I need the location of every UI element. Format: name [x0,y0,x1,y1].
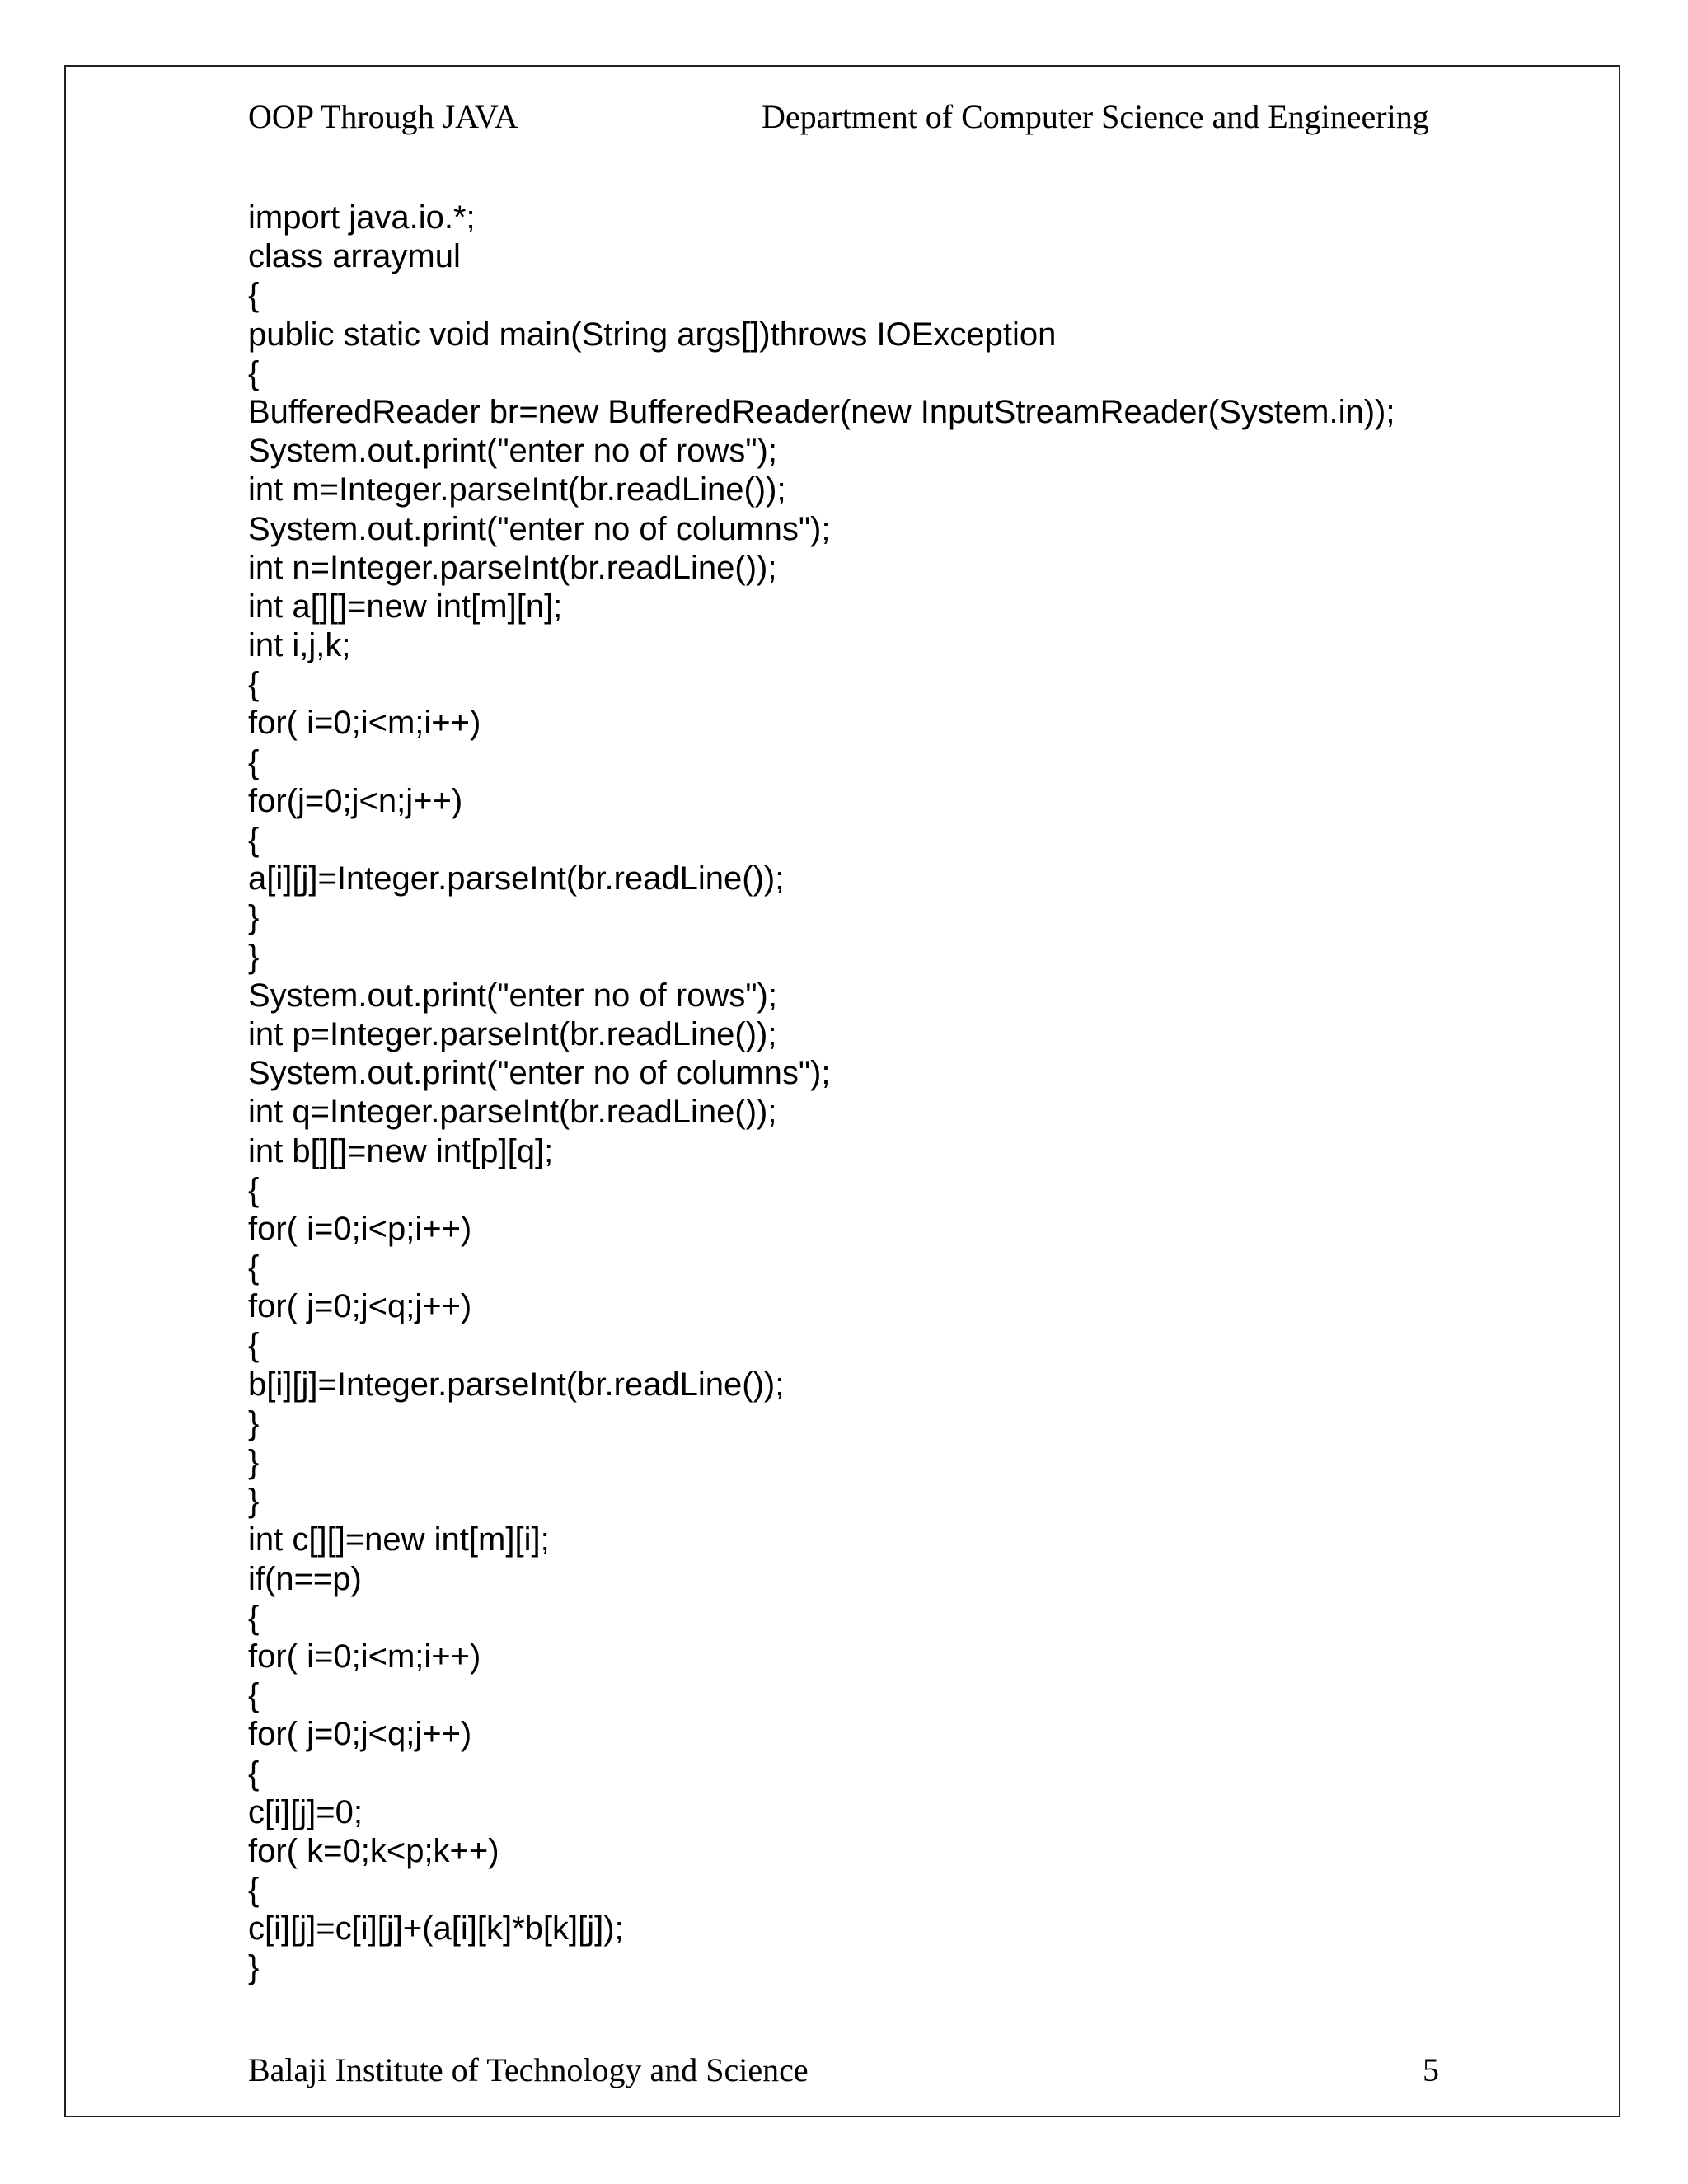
code-line: } [248,899,260,936]
code-line: for( k=0;k<p;k++) [248,1832,499,1869]
code-line: for( i=0;i<m;i++) [248,705,481,742]
code-line: { [248,666,260,703]
code-line: { [248,822,260,858]
code-line: System.out.print("enter no of columns"); [248,510,831,547]
code-line: } [248,1404,260,1441]
code-line: { [248,1249,260,1286]
code-line: if(n==p) [248,1560,362,1597]
code-line: { [248,1872,260,1909]
code-line: { [248,743,260,780]
code-line: System.out.print("enter no of rows"); [248,433,777,470]
code-line: for( i=0;i<p;i++) [248,1210,472,1247]
code-line: { [248,277,260,314]
code-line: { [248,1755,260,1792]
code-line: c[i][j]=0; [248,1793,363,1830]
code-line: for(j=0;j<n;j++) [248,782,463,819]
code-line: } [248,1949,260,1986]
code-line: } [248,938,260,975]
header-department: Department of Computer Science and Engineering [762,98,1429,135]
code-line: int i,j,k; [248,627,351,664]
code-line: b[i][j]=Integer.parseInt(br.readLine()); [248,1366,785,1403]
code-line: int p=Integer.parseInt(br.readLine()); [248,1015,777,1052]
header-course-title: OOP Through JAVA [248,98,518,135]
code-line: int c[][]=new int[m][i]; [248,1521,550,1558]
code-line: for( j=0;j<q;j++) [248,1288,472,1325]
code-line: int n=Integer.parseInt(br.readLine()); [248,549,777,586]
code-line: c[i][j]=c[i][j]+(a[i][k]*b[k][j]); [248,1910,624,1947]
code-line: for( i=0;i<m;i++) [248,1638,481,1675]
code-line: } [248,1483,260,1520]
code-line: class arraymul [248,238,461,275]
code-line: public static void main(String args[])throws IOException [248,316,1057,353]
code-line: { [248,1171,260,1208]
footer-institute: Balaji Institute of Technology and Science [248,2051,809,2088]
code-line: int b[][]=new int[p][q]; [248,1132,554,1169]
code-line: System.out.print("enter no of columns"); [248,1055,831,1092]
code-line: int q=Integer.parseInt(br.readLine()); [248,1094,777,1131]
code-line: import java.io.*; [248,199,476,236]
code-line: for( j=0;j<q;j++) [248,1716,472,1753]
code-line: { [248,1677,260,1714]
code-line: { [248,354,260,391]
page-number: 5 [1423,2051,1439,2088]
code-line: int m=Integer.parseInt(br.readLine()); [248,471,786,509]
code-line: { [248,1599,260,1636]
code-line: } [248,1444,260,1480]
code-line: BufferedReader br=new BufferedReader(new InputStreamReader(System.in)); [248,393,1395,430]
code-line: { [248,1327,260,1364]
code-line: System.out.print("enter no of rows"); [248,977,777,1014]
code-line: int a[][]=new int[m][n]; [248,588,563,625]
code-listing [248,199,1395,1988]
code-line: a[i][j]=Integer.parseInt(br.readLine()); [248,860,785,898]
